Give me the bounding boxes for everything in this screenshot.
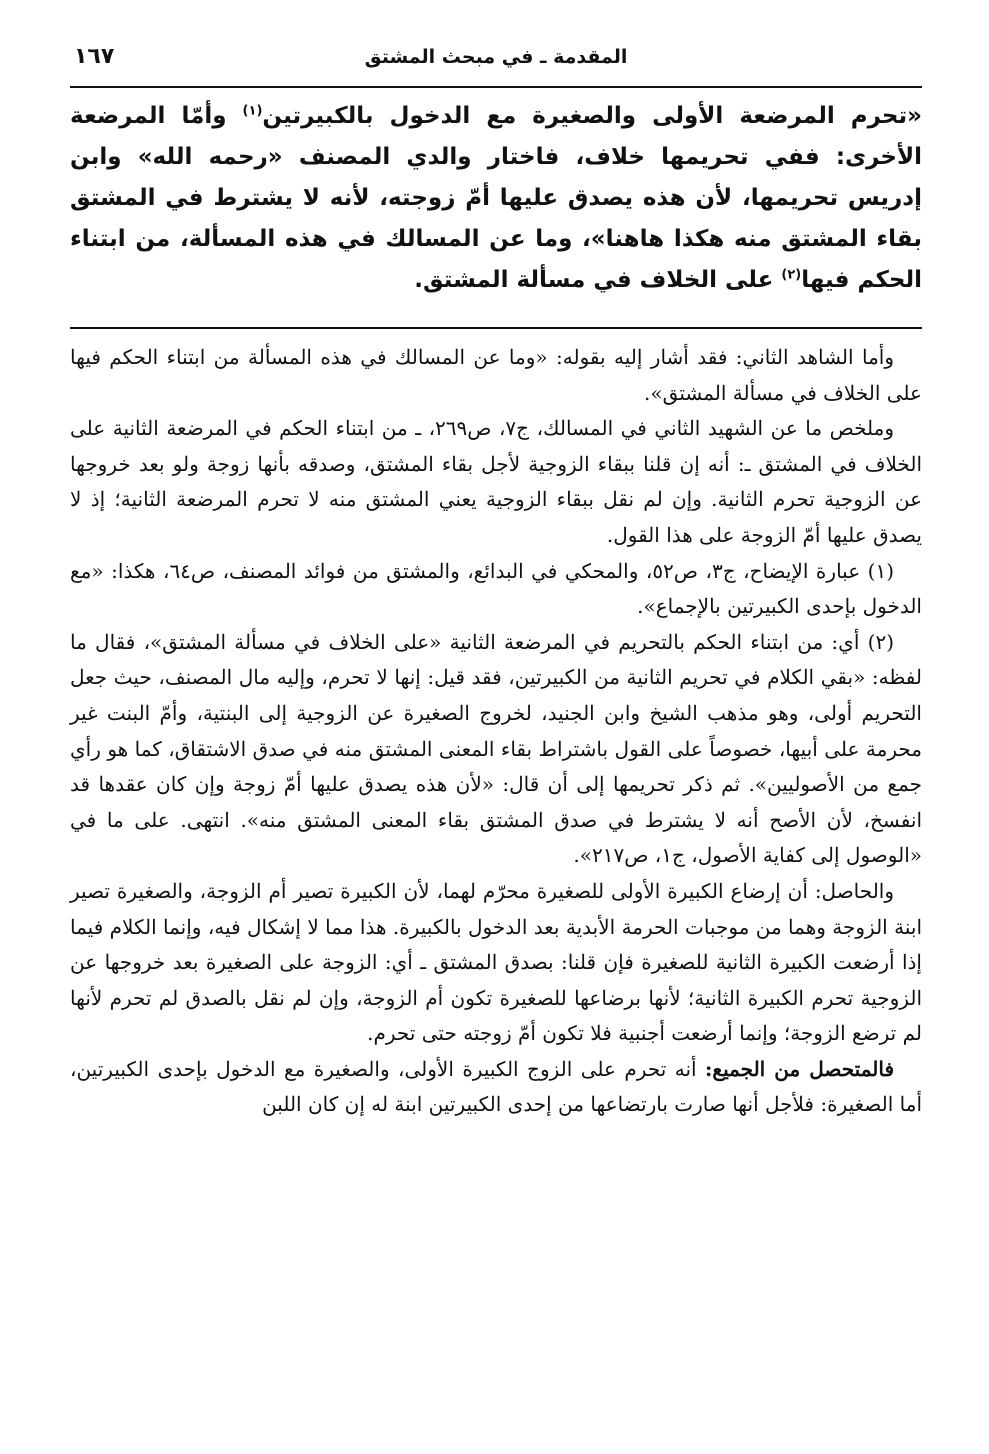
footnote-ref-2: (٢) — [781, 267, 802, 283]
notes-block — [70, 340, 922, 1123]
note-paragraph-conclusion — [70, 1052, 922, 1123]
conclusion-text: أنه تحرم على الزوج الكبيرة الأولى، والصغيرة مع الدخول بإحدى الكبيرتين، أما الصغيرة: فلأجل أنها صارت بارتضاعها من إحدى الكبيرتين ابنة له إن كان اللبن — [70, 1056, 922, 1117]
footnote-separator — [70, 327, 922, 329]
main-text-block — [70, 96, 922, 301]
conclusion-lead: فالمتحصل من الجميع: — [705, 1056, 895, 1081]
main-paragraph — [70, 96, 922, 301]
note-paragraph-2: وملخص ما عن الشهيد الثاني في المسالك، ج٧، ص٢٦٩، ـ من ابتناء الحكم في المرضعة الثانية على الخلاف في المشتق ـ: أنه إن قلنا ببقاء الزوجية لأجل بقاء المشتق، وصدقه بأنها زوجة ولو بعد خروجها عن الزوجية تحرم الثانية. وإن لم نقل ببقاء الزوجية يعني المشتق منه لا تحرم المرضعة الثانية؛ إذ لا يصدق عليها أمّ الزوجة على هذا القول. — [70, 416, 922, 547]
page-header — [70, 42, 922, 88]
main-text-part-1: «تحرم المرضعة الأولى والصغيرة مع الدخول بالكبيرتين — [262, 103, 922, 129]
running-title: المقدمة ـ في مبحث المشتق — [364, 46, 628, 68]
footnote-ref-1: (١) — [242, 103, 263, 119]
page-number: ١٦٧ — [74, 44, 115, 69]
footnote-1: (١) عبارة الإيضاح، ج٣، ص٥٢، والمحكي في البدائع، والمشتق من فوائد المصنف، ص٦٤، هكذا: «مع الدخول بإحدى الكبيرتين بالإجماع». — [70, 558, 922, 619]
main-text-part-2: وأمّا المرضعة الأخرى: ففي تحريمها خلاف، فاختار والدي المصنف «رحمه الله» وابن إدريس تحريمها، لأن هذه يصدق عليها أمّ زوجته، لأنه لا يشترط في المشتق بقاء المشتق منه هكذا هاهنا»، وما عن المسالك في هذه المسألة، من ابتناء الحكم فيها — [70, 103, 922, 293]
note-paragraph-1: وأما الشاهد الثاني: فقد أشار إليه بقوله: «وما عن المسالك في هذه المسألة من ابتناء الحكم فيها على الخلاف في مسألة المشتق». — [70, 345, 922, 405]
note-paragraph-summary: والحاصل: أن إرضاع الكبيرة الأولى للصغيرة محرّم لهما، لأن الكبيرة تصير أم الزوجة، والصغيرة تصير ابنة الزوجة وهما من موجبات الحرمة الأبدية بعد الدخول بالكبيرة. هذا مما لا إشكال فيه، وإنما الكلام فيما إذا أرضعت الكبيرة الثانية للصغيرة فإن قلنا: بصدق المشتق ـ أي: الزوجة على الصغيرة بعد خروجها عن الزوجية تحرم الكبيرة الثانية؛ لأنها برضاعها للصغيرة تكون أم الزوجة، وإن لم نقل بالصدق لم تحرم لأنها لم ترضع الزوجة؛ وإنما أرضعت أجنبية فلا تكون أمّ زوجته حتى تحرم. — [70, 878, 923, 1046]
main-text-part-3: على الخلاف في مسألة المشتق. — [414, 267, 782, 293]
footnote-2: (٢) أي: من ابتناء الحكم بالتحريم في المرضعة الثانية «على الخلاف في مسألة المشتق»، فقال ما لفظه: «بقي الكلام في تحريم الثانية من الكبيرتين، فقد قيل: إنها لا تحرم، وإليه مال المصنف، حيث جعل التحريم أولى، وهو مذهب الشيخ وابن الجنيد، لخروج الصغيرة عن الزوجية إلى البنتية، وأمّ البنت غير محرمة على أبيها، خصوصاً على القول باشتراط بقاء المعنى المشتق منه في صدق الاشتقاق، كما هو رأي جمع من الأصوليين». ثم ذكر تحريمها إلى أن قال: «لأن هذه يصدق عليها أمّ زوجة وإن كان عقدها قد انفسخ، لأن الأصح أنه لا يشترط في صدق المشتق بقاء المعنى المشتق منه». انتهى. على ما في «الوصول إلى كفاية الأصول، ج١، ص٢١٧». — [70, 629, 922, 868]
